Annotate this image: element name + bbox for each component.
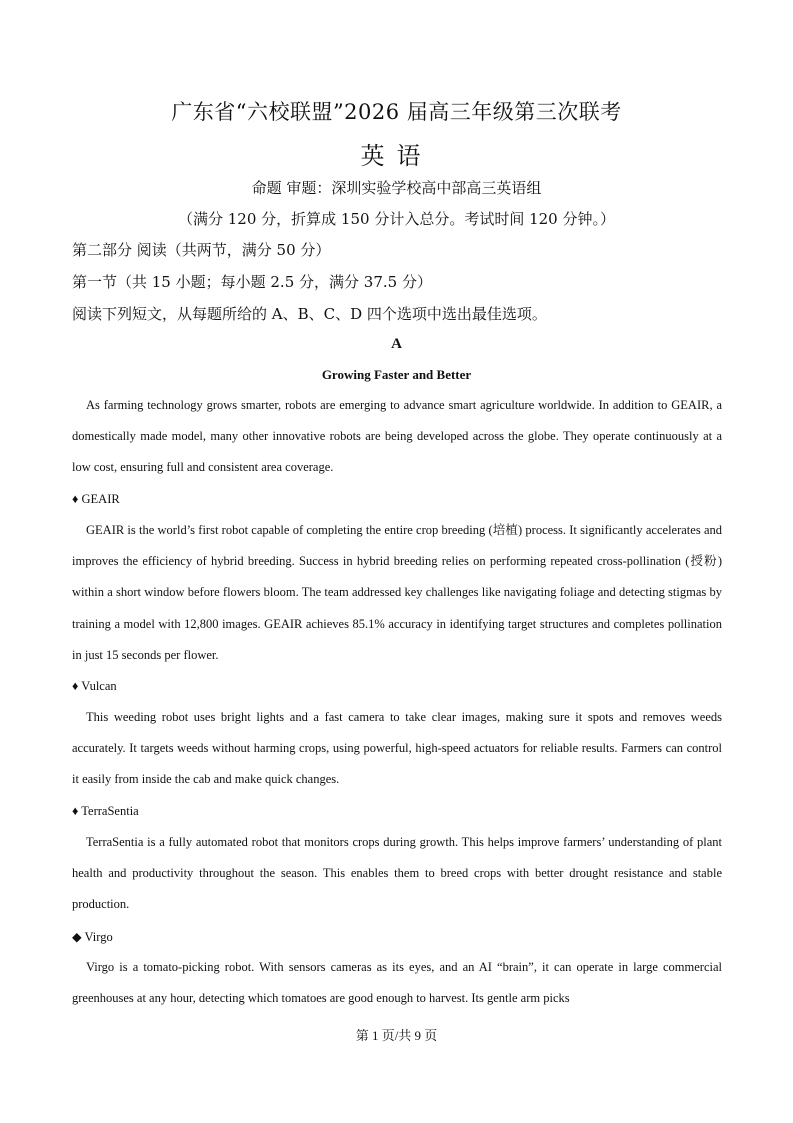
part-heading: 第二部分 阅读（共两节，满分 50 分） <box>72 241 331 259</box>
passage-letter: A <box>391 336 402 352</box>
item-heading-geair <box>72 492 120 507</box>
exam-title: 广东省“六校联盟”2026 届高三年级第三次联考 <box>171 100 622 124</box>
item-paragraph: Virgo is a tomato-picking robot. With sensors cameras as its eyes, and an AI “brain”, it can operate in large commercial greenhouses at any hour, detecting which tomatoes are good enough to harvest. Its gentle arm picks <box>72 960 722 1006</box>
passage-title: Growing Faster and Better <box>321 367 472 382</box>
diamond-icon: ♦ <box>72 492 79 506</box>
item-name: Virgo <box>84 930 113 944</box>
item-name: GEAIR <box>81 492 120 506</box>
diamond-icon: ◆ <box>72 930 82 944</box>
item-body-geair <box>72 515 722 671</box>
item-heading-virgo <box>72 929 113 945</box>
item-heading-terrasentia <box>72 804 139 819</box>
score-note: （满分 120 分，折算成 150 分计入总分。考试时间 120 分钟。） <box>177 210 615 228</box>
item-paragraph: GEAIR is the world’s first robot capable of completing the entire crop breeding (培植) process. It significantly accelerates and improves the efficiency of hybrid breeding. Success in hybrid breeding relies on performing repeated cross-pollination (授粉) within a short window before flowers bloom. The team addressed key challenges like navigating foliage and detecting stigmas by training a model with 12,800 images. GEAIR achieves 85.1% accuracy in identifying target structures and completes pollination in just 15 seconds per flower. <box>72 523 722 662</box>
diamond-icon: ♦ <box>72 679 79 693</box>
item-body-terrasentia <box>72 827 722 921</box>
item-paragraph: This weeding robot uses bright lights and a fast camera to take clear images, making sure it spots and removes weeds accurately. It targets weeds without harming crops, using powerful, high-speed actuators for reliable results. Farmers can control it easily from inside the cab and make quick changes. <box>72 710 722 787</box>
item-paragraph: TerraSentia is a fully automated robot that monitors crops during growth. This helps improve farmers’ understanding of plant health and productivity throughout the season. This enables them to breed crops with better drought resistance and stable production. <box>72 835 722 912</box>
subsection-heading: 第一节（共 15 小题；每小题 2.5 分，满分 37.5 分） <box>72 273 432 291</box>
passage-intro <box>72 390 722 484</box>
item-name: Vulcan <box>81 679 117 693</box>
instruction-text: 阅读下列短文，从每题所给的 A、B、C、D 四个选项中选出最佳选项。 <box>72 305 547 323</box>
item-name: TerraSentia <box>81 804 139 818</box>
item-body-virgo <box>72 952 722 1014</box>
subject-title: 英语 <box>360 142 433 170</box>
item-body-vulcan <box>72 702 722 796</box>
diamond-icon: ♦ <box>72 804 79 818</box>
page-number: 第 1 页/共 9 页 <box>355 1028 438 1043</box>
item-heading-vulcan <box>72 679 117 694</box>
author-line: 命题 审题：深圳实验学校高中部高三英语组 <box>251 179 542 197</box>
intro-paragraph: As farming technology grows smarter, robots are emerging to advance smart agriculture worldwide. In addition to GEAIR, a domestically made model, many other innovative robots are being developed across the globe. They operate continuously at a low cost, ensuring full and consistent area coverage. <box>72 398 722 475</box>
